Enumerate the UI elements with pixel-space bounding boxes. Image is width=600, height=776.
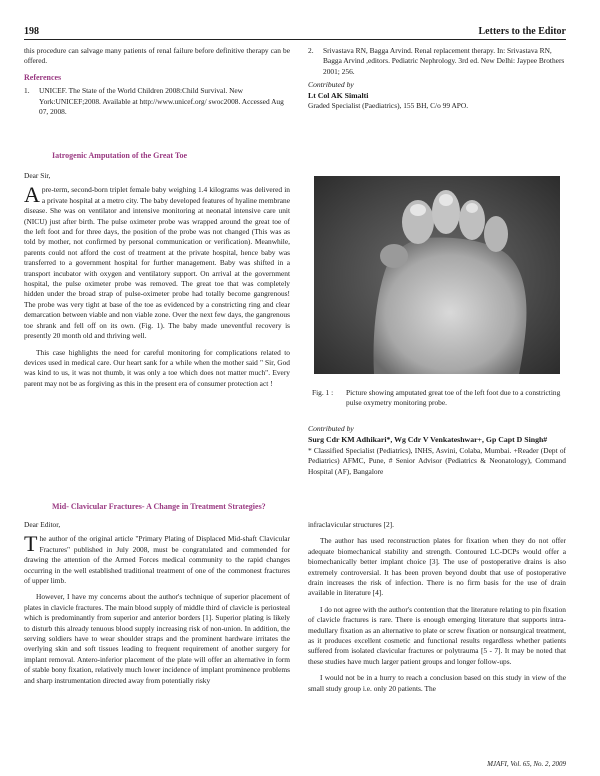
article-paragraph: This case highlights the need for careful monitoring for complications related to devices used in medical care. Our heart sank for a while when the mother said " Sir, God was kind to us, it was not thumb, it was only a toe which does not matter much". Every parent may not be as forgiving as this in the present era of consumer protection act ! (24, 347, 290, 388)
previous-letter-continuation (24, 46, 290, 118)
reference-text: UNICEF. The State of the World Children 2008:Child Survival. New York:UNICEF;2008. Available at http://www.unicef.org/ swoc2008. Accessed Aug 07, 2008. (39, 86, 284, 117)
article-paragraph: I do not agree with the author's contention that the literature relating to pin fixation of clavicle fractures is rare. There is enough emerging literature that supports intra-medullary fixation as an alternative to plate or screw fixation or nonsurgical treatment, as it produces excellent cosmetic and functional results regardless whether patients suffered from isolated clavicular fractures or polytrauma [5 - 7]. It may be noted that these studies have much larger patient groups and longer follow-ups. (308, 604, 566, 666)
contributor-names: Surg Cdr KM Adhikari*, Wg Cdr V Venkateshwar+, Gp Capt D Singh# (308, 435, 548, 444)
article-paragraph: Apre-term, second-born triplet female baby weighing 1.4 kilograms was delivered in a private hospital at a metro city. The baby developed features of hyaline membrane disease. She was on ventilator and intensive monitoring at neonatal intensive care unit (NICU) just after birth. The pulse oximeter probe was wrapped around the great toe of the left foot and for three days, the position of the probe was not changed (This was as told by mother, not confirmed by personal communication or verification). Meanwhile, parents could not afford the cost of treatment at the private hospital, hence baby was transferred to a government hospital for further management. Baby was shifted in a transport incubator with oxygen and ventilatory support. On arrival at the government hospital, the pulse oximeter probe was removed. The great toe that was completely hidden under the broad strap of pulse-oximeter probe had totally become gangrenous! The probe was very tight at base of the toe as evidenced by a constricting ring and clear demarcation between viable and non viable zone. Over the next few days, the gangrenous toe shrank and fell off on its own. (Fig. 1). The baby made uneventful recovery is presently 20 month old and thriving well. (24, 182, 290, 341)
figure-label: Fig. 1 : (312, 388, 334, 397)
amputation-site (380, 244, 408, 268)
toenail (439, 194, 453, 206)
references-heading: References (24, 72, 62, 82)
toenail (466, 203, 478, 213)
contributed-by-label: Contributed by (308, 424, 354, 433)
toe-shape (484, 216, 508, 252)
reference-text: Srivastava RN, Bagga Arvind. Renal replacement therapy. In: Srivastava RN, Bagga Arvind ,editors. Pediatric Nephrology. 3rd ed. New Delhi: Jaypee Brothers 2001; 256. (323, 46, 565, 76)
contributor-name: Lt Col AK Simalti (308, 90, 369, 100)
contributor-affiliations: * Classified Specialist (Pediatrics), INHS, Asvini, Colaba, Mumbai. +Reader (Dept of Pediatrics) AFMC, Pune, # Senior Advisor (Pediatrics & Neonatology), Command Hospital (AF), Bangalore (308, 446, 566, 476)
article-paragraph: The author of the original article "Primary Plating of Displaced Mid-shaft Clavicular Fractures" published in July 2008, must be congratulated and commended for drawing the attention of the Armed Forces medical community to the rapid changes occurring in the well established traditional treatment of one of the commonest fractures of upper limb. (24, 531, 290, 586)
salutation: Dear Editor, (24, 520, 61, 529)
figure-caption (312, 388, 568, 409)
reference-number: 1. (24, 86, 30, 96)
toenail (410, 204, 426, 216)
article-title: Mid- Clavicular Fractures- A Change in Treatment Strategies? (52, 502, 266, 511)
journal-citation: MJAFI, Vol. 65, No. 2, 2009 (487, 760, 566, 768)
page-number: 198 (24, 26, 39, 37)
article-paragraph: I would not be in a hurry to reach a conclusion based on this study in view of the small study group i.e. only 20 patients. The (308, 673, 566, 693)
continuation-text: this procedure can salvage many patients of renal failure before definitive therapy can be offered. (24, 46, 290, 66)
previous-letter-right-column (308, 46, 566, 111)
reference-number: 2. (308, 46, 314, 55)
article-body (24, 171, 290, 389)
reference-item (308, 46, 566, 77)
foot-photo-illustration (314, 176, 560, 374)
article-contributors (308, 424, 566, 477)
article-paragraph: infraclavicular structures [2]. (308, 520, 394, 529)
reference-item (24, 86, 290, 117)
article-paragraph: However, I have my concerns about the author's technique of superior placement of plates in clavicle fractures. The main blood supply of middle third of clavicle is periosteal which is predominantly from superior and anterior borders [1]. Superior plating is likely to disturb this already tenuous blood supply increasing risk of non-union. In addition, the serving soldiers have to wear shoulder straps and the prominent hardware irritates the overlying skin and soft tissues leading to frequent requirement of another surgery for implant removal. Antero-inferior placement of the plate will offer an alternative in form of stable bony fixation, relatively much lower incidence of implant prominence problems and sharp instrumentation directed away from potentially risky (24, 592, 290, 685)
figure-photo (314, 176, 560, 374)
article-body-right (308, 520, 566, 694)
contributed-by-label: Contributed by (308, 80, 354, 90)
article-body-left (24, 520, 290, 686)
figure-caption-text: Picture showing amputated great toe of the left foot due to a constricting pulse oxymetry monitoring probe. (346, 388, 561, 408)
salutation: Dear Sir, (24, 171, 51, 180)
article-paragraph: The author has used reconstruction plates for fixation when they do not offer adequate biomechanical stability and strength. Contoured LC-DCPs would offer a biomechanically better implant choice [3]. The use of postoperative drains is also extremely controversial. It has been proven beyond doubt that use of postoperative drain increases the risk of infection. There is no firm basis for the use of drain available in literature [4]. (308, 536, 566, 598)
running-head: Letters to the Editor (478, 26, 566, 37)
contributor-affiliation: Graded Specialist (Paediatrics), 155 BH, C/o 99 APO. (308, 101, 469, 111)
article-title: Iatrogenic Amputation of the Great Toe (52, 151, 188, 160)
header-rule (24, 39, 566, 40)
